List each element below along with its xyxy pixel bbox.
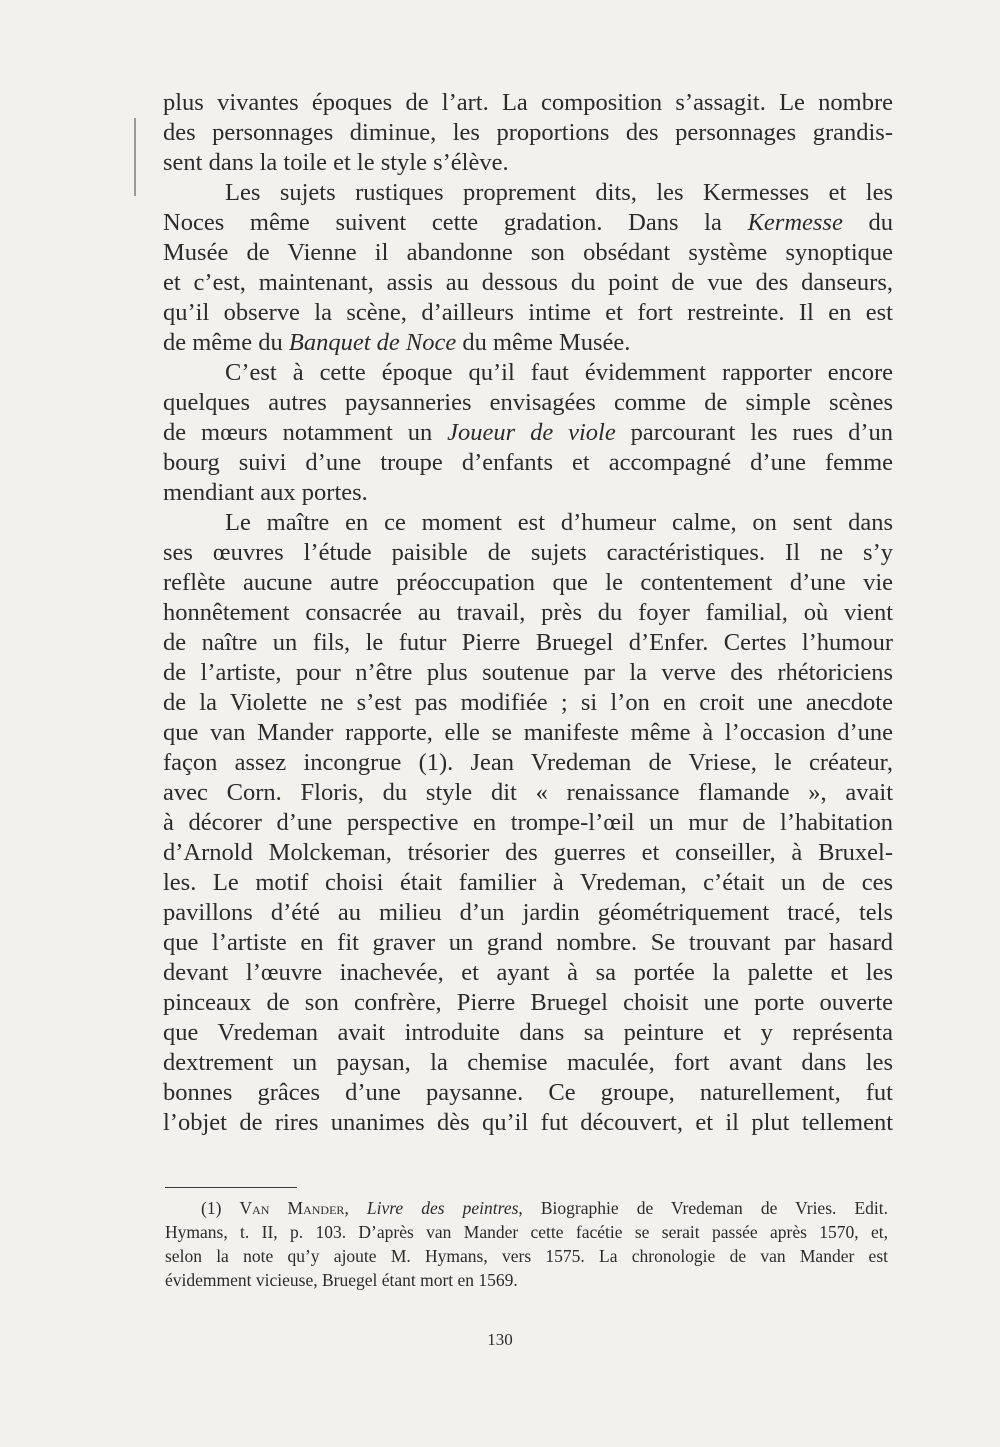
footnote-divider <box>165 1187 297 1188</box>
text-line: dextrement un paysan, la chemise maculée, fort avant dans les <box>163 1049 893 1076</box>
text-line: Les sujets rustiques proprement dits, les Kermesses et les <box>225 179 893 206</box>
text-line: des personnages diminue, les proportions des personnages grandis- <box>163 119 893 146</box>
text-line: de mœurs notamment un Joueur de viole parcourant les rues d’un <box>163 419 893 446</box>
text-line: que van Mander rapporte, elle se manifeste même à l’occasion d’une <box>163 719 893 746</box>
text-line: et c’est, maintenant, assis au dessous du point de vue des danseurs, <box>163 269 893 296</box>
footnote-author: Van Mander <box>239 1198 345 1218</box>
text-line: de même du Banquet de Noce du même Musée. <box>163 329 631 356</box>
text-line: à décorer d’une perspective en trompe-l’œil un mur de l’habitation <box>163 809 893 836</box>
text-line: façon assez incongrue (1). Jean Vredeman de Vriese, le créateur, <box>163 749 893 776</box>
text-line: qu’il observe la scène, d’ailleurs intime et fort restreinte. Il en est <box>163 299 893 326</box>
text-line: d’Arnold Molckeman, trésorier des guerres et conseiller, à Bruxel- <box>163 839 893 866</box>
italic-title-banquet: Banquet de Noce <box>288 329 457 356</box>
footnote-line: (1) Van Mander, Livre des peintres, Biographie de Vredeman de Vries. Edit. <box>201 1198 888 1218</box>
italic-title-joueur: Joueur de viole <box>447 419 616 446</box>
text-line: Musée de Vienne il abandonne son obsédant système synoptique <box>163 239 893 266</box>
text-line: sent dans la toile et le style s’élève. <box>163 149 509 176</box>
text-line: pinceaux de son confrère, Pierre Bruegel choisit une porte ouverte <box>163 989 893 1016</box>
text-line: devant l’œuvre inachevée, et ayant à sa portée la palette et les <box>163 959 893 986</box>
text-line: de l’artiste, pour n’être plus soutenue par la verve des rhétoriciens <box>163 659 893 686</box>
footnote <box>165 1196 888 1292</box>
text-line: avec Corn. Floris, du style dit « renaissance flamande », avait <box>163 779 893 806</box>
text-line: C’est à cette époque qu’il faut évidemment rapporter encore <box>225 359 893 386</box>
footnote-marker: (1) <box>201 1198 240 1218</box>
text-line: les. Le motif choisi était familier à Vredeman, c’était un de ces <box>163 869 893 896</box>
text-line: bonnes grâces d’une paysanne. Ce groupe, naturellement, fut <box>163 1079 893 1106</box>
text-line: pavillons d’été au milieu d’un jardin géométriquement tracé, tels <box>163 899 893 926</box>
footnote-line: Hymans, t. II, p. 103. D’après van Mander cette facétie se serait passée après 1570, et, <box>165 1222 888 1242</box>
text-line: Le maître en ce moment est d’humeur calme, on sent dans <box>225 509 893 536</box>
text-line: bourg suivi d’une troupe d’enfants et accompagné d’une femme <box>163 449 893 476</box>
text-line: plus vivantes époques de l’art. La composition s’assagit. Le nombre <box>163 89 893 116</box>
margin-pencil-mark <box>134 118 136 196</box>
text-line: Noces même suivent cette gradation. Dans la Kermesse du <box>163 209 894 236</box>
text-line: de naître un fils, le futur Pierre Bruegel d’Enfer. Certes l’humour <box>163 629 893 656</box>
page-number: 130 <box>487 1330 513 1349</box>
text-line: de la Violette ne s’est pas modifiée ; si l’on en croit une anecdote <box>163 689 893 716</box>
text-line: reflète aucune autre préoccupation que le contentement d’une vie <box>163 569 893 596</box>
text-line: que l’artiste en fit graver un grand nombre. Se trouvant par hasard <box>163 929 893 956</box>
text-line: que Vredeman avait introduite dans sa peinture et y représenta <box>163 1019 893 1046</box>
text-line: l’objet de rires unanimes dès qu’il fut découvert, et il plut tellement <box>163 1109 893 1136</box>
text-line: honnêtement consacrée au travail, près du foyer familial, où vient <box>163 599 893 626</box>
footnote-line: évidemment vicieuse, Bruegel étant mort en 1569. <box>165 1270 518 1290</box>
text-line: ses œuvres l’étude paisible de sujets caractéristiques. Il ne s’y <box>163 539 893 566</box>
footnote-line: selon la note qu’y ajoute M. Hymans, vers 1575. La chronologie de van Mander est <box>165 1246 888 1266</box>
text-line: mendiant aux portes. <box>163 479 368 506</box>
body-text <box>163 88 893 1138</box>
text-line: quelques autres paysanneries envisagées comme de simple scènes <box>163 389 893 416</box>
italic-title-kermesse: Kermesse <box>747 209 843 236</box>
footnote-book-title: Livre des peintres <box>366 1198 519 1218</box>
